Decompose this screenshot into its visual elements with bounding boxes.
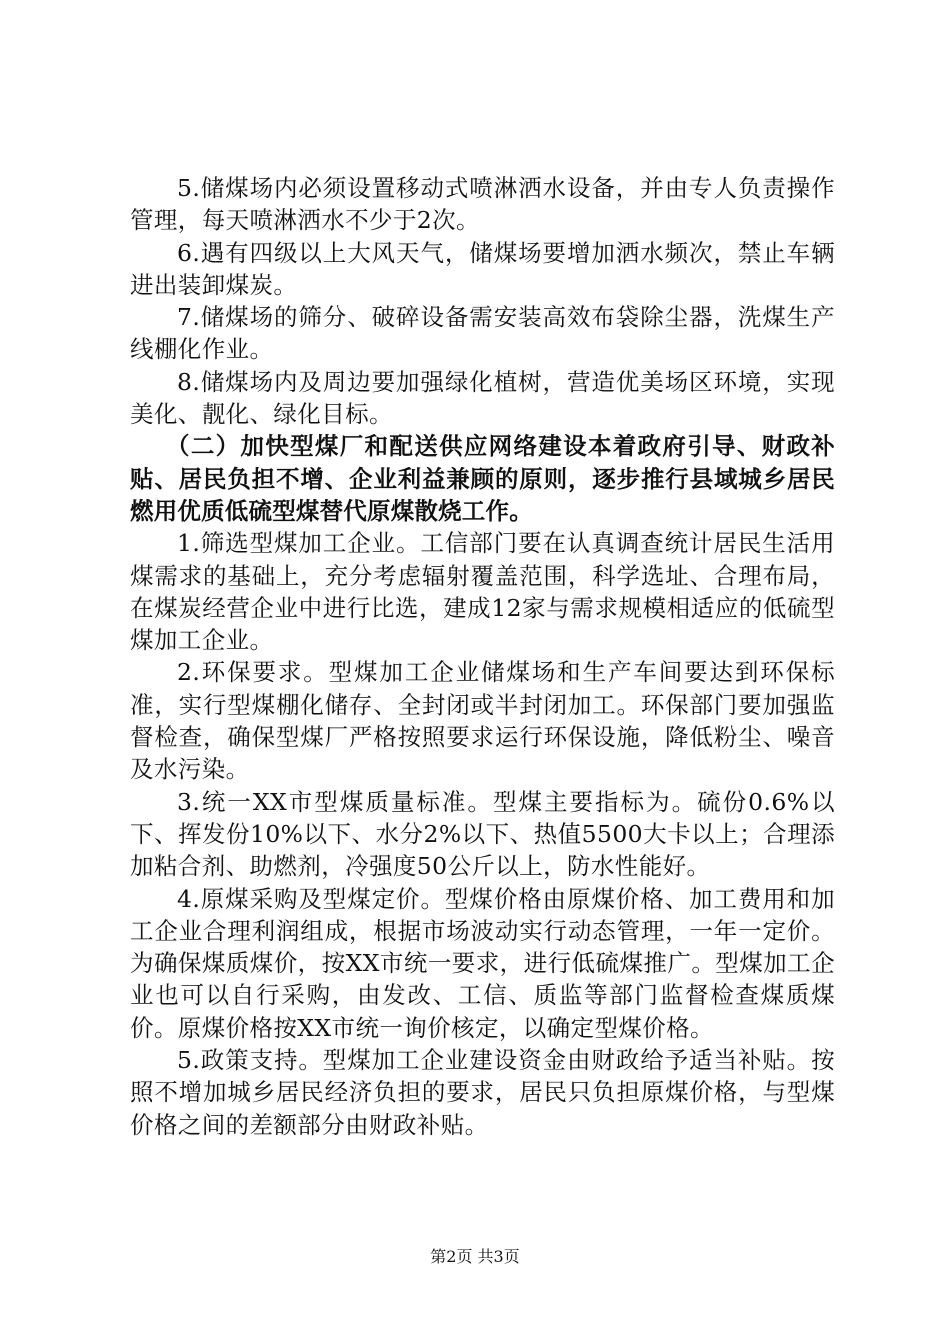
paragraph-procurement-pricing: 4.原煤采购及型煤定价。型煤价格由原煤价格、加工费用和加工企业合理利润组成，根据市场波动实行动态管理，一年一定价。为确保煤质煤价，按XX市统一要求，进行低硫煤推广。型煤加工企业也可以自行采购，由发改、工信、质监等部门监督检查煤质煤价。原煤价格按XX市统一询价核定，以确定型煤价格。: [130, 884, 835, 1042]
page-footer: [0, 1247, 950, 1267]
paragraph-environmental-requirements: 2.环保要求。型煤加工企业储煤场和生产车间要达到环保标准，实行型煤棚化储存、全封闭或半封闭加工。环保部门要加强监督检查，确保型煤厂严格按照要求运行环保设施，降低粉尘、噪音及水污染。: [130, 658, 835, 784]
page-total: 共3页: [477, 1247, 520, 1266]
paragraph-policy-support: 5.政策支持。型煤加工企业建设资金由财政给予适当补贴。按照不增加城乡居民经济负担的要求，居民只负担原煤价格，与型煤价格之间的差额部分由财政补贴。: [130, 1046, 835, 1139]
paragraph-select-enterprises: 1.筛选型煤加工企业。工信部门要在认真调查统计居民生活用煤需求的基础上，充分考虑辐射覆盖范围，科学选址、合理布局，在煤炭经营企业中进行比选，建成12家与需求规模相适应的低硫型煤加工企业。: [130, 529, 835, 655]
page-number: 第2页: [430, 1247, 473, 1266]
paragraph-greening: 8.储煤场内及周边要加强绿化植树，营造优美场区环境，实现美化、靓化、绿化目标。: [130, 367, 835, 429]
document-body: [130, 172, 835, 1141]
paragraph-quality-standard: 3.统一XX市型煤质量标准。型煤主要指标为。硫份0.6%以下、挥发份10%以下、水分2%以下、热值5500大卡以上；合理添加粘合剂、助燃剂，冷强度50公斤以上，防水性能好。: [130, 787, 835, 881]
paragraph-storage-sprinkler: 5.储煤场内必须设置移动式喷淋洒水设备，并由专人负责操作管理，每天喷淋洒水不少于2次。: [130, 174, 835, 235]
paragraph-dust-collector: 7.储煤场的筛分、破碎设备需安装高效布袋除尘器，洗煤生产线棚化作业。: [130, 303, 835, 364]
paragraph-windy-weather: 6.遇有四级以上大风天气，储煤场要增加洒水频次，禁止车辆进出装卸煤炭。: [130, 238, 835, 299]
section-heading-briquette-network: （二）加快型煤厂和配送供应网络建设本着政府引导、财政补贴、居民负担不增、企业利益兼顾的原则，逐步推行县域城乡居民燃用优质低硫型煤替代原煤散烧工作。: [130, 432, 835, 525]
